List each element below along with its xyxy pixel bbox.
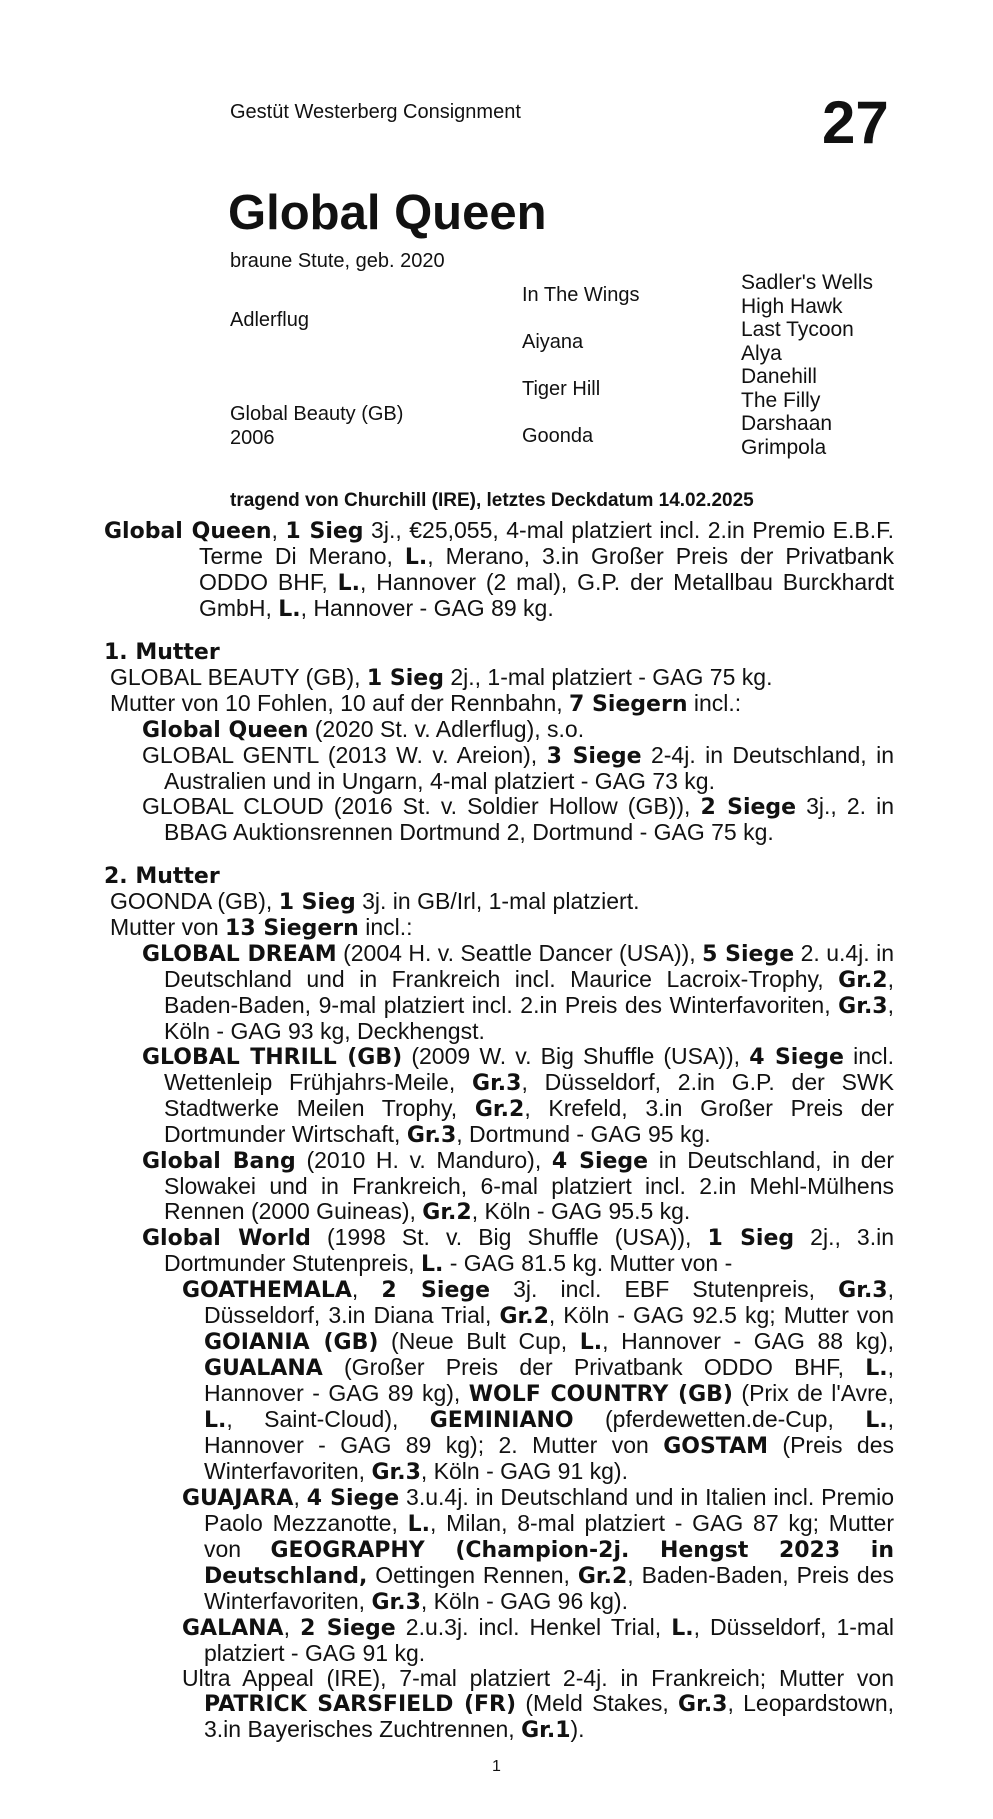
text-run: ).: [570, 1716, 585, 1742]
text-run: 2j., 1-mal platziert - GAG 75 kg.: [443, 664, 773, 690]
text-run: (2010 H. v. Manduro),: [295, 1147, 552, 1173]
pedigree-gen3: Grimpola: [741, 436, 827, 459]
text-run: , Köln - GAG 96 kg).: [420, 1588, 628, 1614]
text-run: Mutter von 10 Fohlen, 10 auf der Rennbahn,: [110, 690, 570, 716]
text-run: 3j., €25,055, 4-mal platziert incl. 2.in Premio E.B.F. Terme Di Merano,: [199, 517, 895, 569]
text-run: , Hannover - GAG 89 kg); 2. Mutter von: [204, 1406, 894, 1458]
text-run: , Köln - GAG 93 kg, Deckhengst.: [164, 992, 894, 1044]
text-run: 3j., 2. in BBAG Auktionsrennen Dortmund 2, Dortmund - GAG 75 kg.: [164, 793, 894, 845]
pedigree-gen3: Danehill: [741, 365, 817, 388]
entry-paragraph: [104, 665, 894, 691]
text-run: , Krefeld, 3.in Großer Preis der Dortmunder Wirtschaft,: [164, 1095, 894, 1147]
text-run: GLOBAL GENTL (2013 W. v. Areion),: [142, 742, 547, 768]
text-run: , Milan, 8-mal platziert - GAG 87 kg; Mutter von: [204, 1510, 894, 1562]
bold-text: Global World: [142, 1226, 311, 1251]
text-run: , Hannover - GAG 89 kg),: [204, 1354, 894, 1406]
pedigree-gen2: In The Wings: [522, 284, 640, 306]
bold-text: 1 Sieg: [285, 519, 364, 544]
text-run: , Hannover (2 mal), G.P. der Metallbau Burckhardt GmbH,: [199, 569, 895, 621]
pedigree-gen3: Sadler's Wells: [741, 271, 873, 294]
race-record: [104, 518, 894, 622]
bold-text: L.: [865, 1356, 888, 1381]
bold-text: Global Queen: [104, 519, 272, 544]
entry-paragraph: [104, 1225, 894, 1277]
bold-text: L.: [865, 1408, 888, 1433]
text-run: incl.:: [358, 914, 413, 940]
text-run: 2-4j. in Deutschland, in Australien und in Ungarn, 4-mal platziert - GAG 73 kg.: [164, 742, 894, 794]
bold-text: 2 Siege: [300, 1616, 396, 1641]
bold-text: GOATHEMALA: [182, 1278, 352, 1303]
pedigree-gen2: Tiger Hill: [522, 378, 601, 400]
entry-paragraph: [104, 1666, 894, 1743]
bold-text: 1 Sieg: [278, 890, 356, 915]
text-run: 3.u.4j. in Deutschland und in Italien incl. Premio Paolo Mezzanotte,: [204, 1484, 894, 1536]
bold-text: Gr.3: [838, 994, 888, 1019]
entry-paragraph: [104, 691, 894, 717]
text-run: Mutter von: [110, 914, 226, 940]
bold-text: L.: [404, 545, 428, 570]
text-run: 2j., 3.in Dortmunder Stutenpreis,: [164, 1224, 894, 1276]
text-run: , Baden-Baden, Preis des Winterfavoriten,: [204, 1562, 894, 1614]
text-run: , Köln - GAG 91 kg).: [420, 1458, 628, 1484]
text-run: , Düsseldorf, 3.in Diana Trial,: [204, 1276, 894, 1328]
text-run: , Leopardstown, 3.in Bayerisches Zuchtrennen,: [204, 1690, 895, 1742]
horse-name: Global Queen: [228, 186, 547, 240]
bold-text: GOSTAM: [663, 1434, 769, 1459]
bold-text: 5 Siege: [702, 942, 795, 967]
entry-paragraph: [104, 941, 894, 1044]
text-run: 3j. in GB/Irl, 1-mal platziert.: [355, 888, 640, 914]
text-run: , Hannover - GAG 89 kg.: [300, 595, 554, 621]
section-lines: [104, 665, 894, 845]
text-run: , Köln - GAG 92.5 kg; Mutter von: [548, 1302, 894, 1328]
section-lines: [104, 889, 894, 1743]
bold-text: L.: [407, 1512, 430, 1537]
entry-paragraph: [104, 1148, 894, 1225]
text-run: , Saint-Cloud),: [226, 1406, 430, 1432]
bold-text: 1 Sieg: [366, 666, 444, 691]
text-run: , Düsseldorf, 2.in G.P. der SWK Stadtwerke Meilen Trophy,: [164, 1069, 894, 1121]
entry-paragraph: [104, 1277, 894, 1485]
bold-text: Gr.2: [474, 1097, 525, 1122]
bold-text: L.: [278, 597, 301, 622]
bold-text: L.: [204, 1408, 227, 1433]
pedigree-gen3: Alya: [741, 342, 782, 365]
bold-text: 13 Siegern: [225, 916, 359, 941]
bold-text: Gr.3: [678, 1692, 728, 1717]
bold-text: Gr.3: [838, 1278, 888, 1303]
entry-paragraph: [104, 915, 894, 941]
text-run: (1998 St. v. Big Shuffle (USA)),: [310, 1224, 708, 1250]
text-run: 3j. incl. EBF Stutenpreis,: [490, 1276, 839, 1302]
entry-paragraph: [104, 794, 894, 845]
text-run: , Düsseldorf, 1-mal platziert - GAG 91 kg.: [204, 1614, 894, 1666]
text-run: 2.u.3j. incl. Henkel Trial,: [395, 1614, 672, 1640]
pedigree-gen2: Aiyana: [522, 331, 584, 353]
text-run: incl.:: [687, 690, 742, 716]
entry-paragraph: [104, 743, 894, 794]
bold-text: GUALANA: [204, 1356, 323, 1381]
bold-text: L.: [671, 1616, 694, 1641]
lot-number: 27: [822, 89, 889, 156]
bold-text: Gr.3: [371, 1460, 421, 1485]
pedigree-dam-year: 2006: [230, 427, 275, 449]
consignor-label: Gestüt Westerberg Consignment: [230, 101, 521, 123]
bold-text: 7 Siegern: [569, 692, 688, 717]
text-run: (Neue Bult Cup,: [378, 1328, 580, 1354]
bold-text: Gr.2: [838, 968, 888, 993]
text-run: (Preis des Winterfavoriten,: [204, 1432, 894, 1484]
text-run: (Meld Stakes,: [516, 1690, 679, 1716]
bold-text: Gr.2: [499, 1304, 549, 1329]
text-run: GLOBAL BEAUTY (GB),: [110, 664, 367, 690]
pedigree-gen3: The Filly: [741, 389, 821, 412]
pedigree-gen3: Last Tycoon: [741, 318, 854, 341]
bold-text: GEOGRAPHY (Champion-2j. Hengst 2023 in Deutschland,: [204, 1538, 894, 1589]
bold-text: Gr.2: [422, 1200, 472, 1225]
bold-text: L.: [337, 571, 360, 596]
bold-text: GOIANIA (GB): [204, 1330, 379, 1355]
bold-text: Gr.3: [406, 1123, 457, 1148]
pregnancy-note: tragend von Churchill (IRE), letztes Deckdatum 14.02.2025: [230, 490, 754, 511]
section-heading: 2. Mutter: [104, 864, 220, 889]
horse-description: braune Stute, geb. 2020: [230, 250, 445, 272]
text-run: in Deutschland, in der Slowakei und in Frankreich, 6-mal platziert incl. 2.in Mehl-Mülhens Rennen (2000 Guineas),: [164, 1147, 894, 1224]
text-run: 2. u.4j. in Deutschland und in Frankreich incl. Maurice Lacroix-Trophy,: [164, 940, 895, 992]
bold-text: GUAJARA: [182, 1486, 294, 1511]
bold-text: 4 Siege: [306, 1486, 400, 1511]
text-run: incl. Wettenleip Frühjahrs-Meile,: [164, 1043, 894, 1095]
entry-paragraph: [104, 889, 894, 915]
bold-text: 3 Siege: [546, 744, 642, 769]
bold-text: 2 Siege: [700, 795, 797, 820]
bold-text: GEMINIANO: [429, 1408, 574, 1433]
bold-text: GALANA: [182, 1616, 284, 1641]
bold-text: 4 Siege: [551, 1149, 649, 1174]
text-run: (2009 W. v. Big Shuffle (USA)),: [402, 1043, 750, 1069]
section-mutter-2: [104, 864, 894, 1743]
page-number: 1: [492, 1758, 501, 1775]
bold-text: Gr.2: [577, 1564, 628, 1589]
text-run: Oettingen Rennen,: [367, 1562, 578, 1588]
text-run: , Merano, 3.in Großer Preis der Privatbank ODDO BHF,: [199, 543, 895, 595]
text-run: , Hannover - GAG 88 kg),: [602, 1328, 894, 1354]
text-run: ,: [283, 1614, 301, 1640]
text-run: , Dortmund - GAG 95 kg.: [456, 1121, 711, 1147]
race-record-text: [104, 518, 894, 622]
bold-text: 2 Siege: [381, 1278, 491, 1303]
pedigree-sire: Adlerflug: [230, 309, 309, 331]
bold-text: L.: [579, 1330, 603, 1355]
text-run: (Großer Preis der Privatbank ODDO BHF,: [322, 1354, 866, 1380]
text-run: - GAG 81.5 kg. Mutter von -: [443, 1250, 733, 1276]
entry-paragraph: [104, 1615, 894, 1666]
text-run: GLOBAL CLOUD (2016 St. v. Soldier Hollow (GB)),: [142, 793, 701, 819]
bold-text: L.: [420, 1252, 444, 1277]
section-heading: 1. Mutter: [104, 640, 220, 665]
text-run: (2020 St. v. Adlerflug), s.o.: [308, 716, 585, 742]
text-run: (pferdewetten.de-Cup,: [573, 1406, 866, 1432]
bold-text: Gr.3: [472, 1071, 522, 1096]
bold-text: 4 Siege: [749, 1045, 844, 1070]
section-mutter-1: [104, 640, 894, 845]
bold-text: GLOBAL THRILL (GB): [142, 1045, 403, 1070]
text-run: (Prix de l'Avre,: [732, 1380, 894, 1406]
text-run: , Köln - GAG 95.5 kg.: [471, 1198, 691, 1224]
bold-text: Gr.1: [521, 1718, 571, 1743]
entry-paragraph: [104, 1044, 894, 1148]
bold-text: Global Queen: [142, 718, 309, 743]
bold-text: 1 Sieg: [707, 1226, 795, 1251]
bold-text: PATRICK SARSFIELD (FR): [204, 1692, 517, 1717]
text-run: GOONDA (GB),: [110, 888, 279, 914]
text-run: (2004 H. v. Seattle Dancer (USA)),: [336, 940, 703, 966]
text-run: ,: [271, 517, 286, 543]
text-run: , Baden-Baden, 9-mal platziert incl. 2.in Preis des Winterfavoriten,: [164, 966, 894, 1018]
text-run: Ultra Appeal (IRE), 7-mal platziert 2-4j. in Frankreich; Mutter von: [182, 1665, 894, 1691]
pedigree-gen3: Darshaan: [741, 412, 833, 435]
text-run: ,: [293, 1484, 307, 1510]
entry-paragraph: [104, 717, 894, 743]
bold-text: Gr.3: [371, 1590, 421, 1615]
text-run: ,: [351, 1276, 382, 1302]
pedigree-gen2: Goonda: [522, 425, 594, 447]
pedigree-dam: Global Beauty (GB): [230, 403, 404, 425]
bold-text: Global Bang: [142, 1149, 296, 1174]
bold-text: WOLF COUNTRY (GB): [468, 1382, 733, 1407]
pedigree-gen3: High Hawk: [741, 295, 843, 318]
entry-paragraph: [104, 1485, 894, 1615]
bold-text: GLOBAL DREAM: [142, 942, 337, 967]
